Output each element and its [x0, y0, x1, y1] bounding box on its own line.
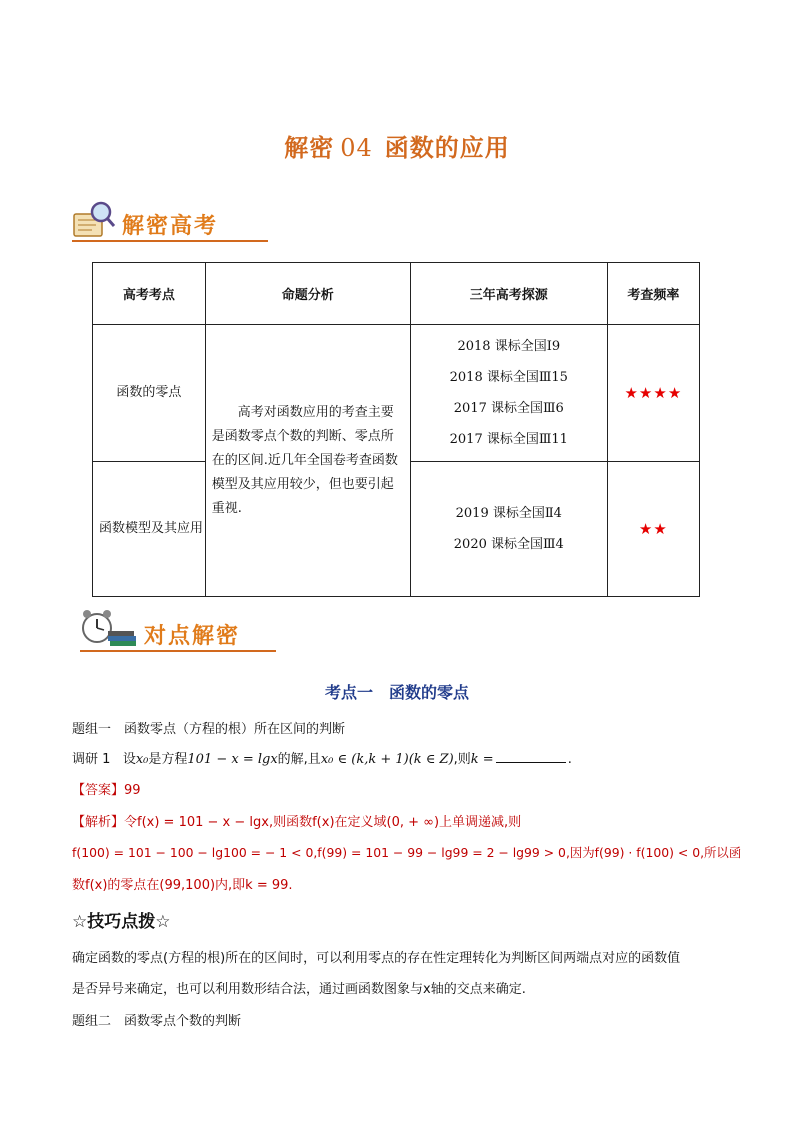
question-text: 设	[122, 752, 136, 767]
title-number: 04	[340, 134, 373, 162]
topic-label: 函数的零点	[116, 385, 182, 400]
answer-blank	[496, 750, 566, 763]
analysis-cell	[205, 325, 410, 597]
star-rating: ★★	[638, 520, 668, 538]
page-title	[0, 128, 794, 163]
star-rating: ★★★★	[624, 384, 683, 402]
kaodian-title: 考点一 函数的零点	[324, 683, 469, 702]
answer-label: 【答案】	[72, 783, 125, 798]
table-header: 考查频率	[607, 263, 699, 325]
question-text: ,则	[453, 752, 471, 767]
question-text: .	[567, 752, 572, 767]
solution-line-3: 数f(x)的零点在(99,100)内,即k = 99.	[72, 878, 293, 893]
answer-line	[72, 779, 141, 798]
table-header: 三年高考探源	[410, 263, 607, 325]
sources-cell	[410, 325, 607, 462]
solution-line-1	[72, 811, 521, 830]
topic-cell	[93, 462, 206, 597]
banner-underline-1	[72, 240, 268, 242]
source-item: 2019 课标全国Ⅱ4	[455, 506, 562, 521]
tip-line-2: 是否异号来确定，也可以利用数形结合法，通过画函数图象与x轴的交点来确定.	[72, 982, 526, 997]
question-text: 的解,且	[277, 752, 321, 767]
source-item: 2017 课标全国Ⅲ6	[453, 401, 564, 416]
magnifier-icon	[72, 200, 116, 240]
title-topic: 函数的应用	[384, 134, 510, 162]
source-item: 2017 课标全国Ⅲ11	[449, 432, 568, 447]
source-item: 2018 课标全国Ⅰ9	[457, 339, 561, 354]
table-row	[93, 325, 700, 462]
source-item: 2018 课标全国Ⅲ15	[449, 370, 568, 385]
topic-label: 函数模型及其应用	[99, 521, 204, 536]
tip-line-1: 确定函数的零点(方程的根)所在的区间时，可以利用零点的存在性定理转化为判断区间两端点对应的函数值	[72, 951, 681, 966]
research-question	[72, 748, 572, 767]
solution-line-2: f(100) = 101 − 100 − lg100 = − 1 < 0,f(99) = 101 − 99 − lg99 = 2 − lg99 > 0,因为f(99) · f(100) < 0,所以函	[72, 845, 742, 860]
research-label: 调研 1	[72, 752, 111, 767]
topic-cell	[93, 325, 206, 462]
group1-heading: 题组一 函数零点（方程的根）所在区间的判断	[72, 722, 346, 737]
analysis-text: 高考对函数应用的考查主要是函数零点个数的判断、零点所在的区间.近几年全国卷考查函数模型及其应用较少，但也要引起重视.	[211, 404, 398, 516]
banner-jiemi-gaokao	[72, 200, 218, 240]
math-k: k =	[470, 752, 494, 767]
math-var: x₀	[135, 752, 149, 767]
tip-title: ☆技巧点拨☆	[72, 912, 171, 932]
group2-heading: 题组二 函数零点个数的判断	[72, 1014, 242, 1029]
table-header-row	[93, 263, 700, 325]
banner-underline-2	[80, 650, 276, 652]
math-condition: x₀ ∈ (k,k + 1)(k ∈ Z)	[320, 752, 454, 767]
sources-cell	[410, 462, 607, 597]
title-prefix: 解密	[284, 134, 335, 162]
banner-title-2: 对点解密	[144, 624, 241, 649]
frequency-cell	[607, 325, 699, 462]
table-header: 命题分析	[205, 263, 410, 325]
source-item: 2020 课标全国Ⅲ4	[453, 537, 564, 552]
exam-analysis-table	[92, 262, 700, 597]
clock-books-icon	[80, 606, 138, 650]
solution-text: 令f(x) = 101 − x − lgx,则函数f(x)在定义域(0, + ∞)上单调递减,则	[124, 815, 522, 830]
solution-label: 【解析】	[72, 815, 125, 830]
frequency-cell	[607, 462, 699, 597]
math-equation: 101 − x = lgx	[187, 752, 278, 767]
question-text: 是方程	[148, 752, 188, 767]
banner-duidian-jiemi	[80, 606, 240, 650]
table-header: 高考考点	[93, 263, 206, 325]
answer-value: 99	[124, 783, 141, 798]
banner-title-1: 解密高考	[122, 214, 219, 239]
